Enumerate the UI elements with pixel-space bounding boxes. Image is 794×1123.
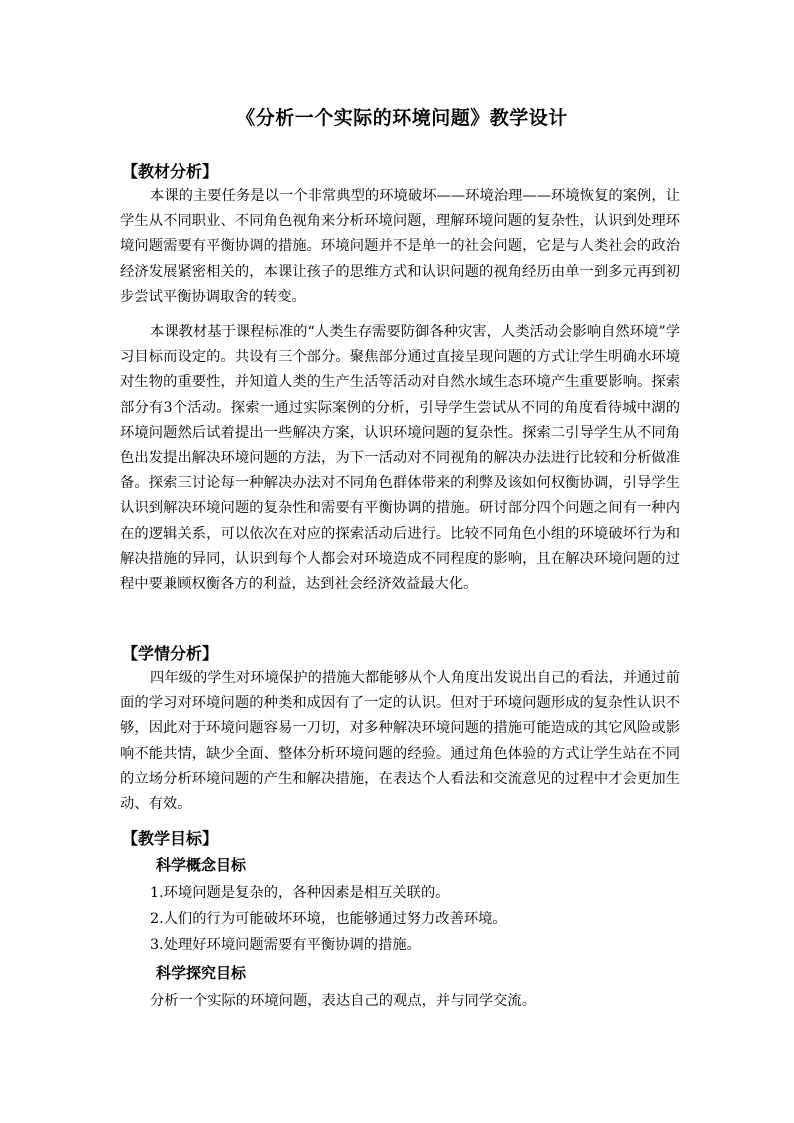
- concept-goal-item-1: 1.环境问题是复杂的，各种因素是相互关联的。: [150, 885, 450, 901]
- subheading-inquiry-goals: 科学探究目标: [156, 964, 247, 982]
- paragraph-textbook-2: 本课教材基于课程标准的“人类生存需要防御各种灾害，人类活动会影响自然环境”学习目标而设定的。共设有三个部分。聚焦部分通过直接呈现问题的方式让学生明确水环境对生物的重要性，并知道人类的生产生活等活动对自然水域生态环境产生重要影响。探索部分有3个活动。探索一通过实际案例的分析，引导学生尝试从不同的角度看待城中湖的环境问题然后试着提出一些解决方案，认识环境问题的复杂性。探索二引导学生从不同角色出发提出解决环境问题的方法，为下一活动对不同视角的解决办法进行比较和分析做准备。探索三讨论每一种解决办法对不同角色群体带来的利弊及该如何权衡协调，引导学生认识到解决环境问题的复杂性和需要有平衡协调的措施。研讨部分四个问题之间有一种内在的逻辑关系，可以依次在对应的探索活动后进行。比较不同角色小组的环境破坏行为和解决措施的异同，认识到每个人都会对环境造成不同程度的影响，且在解决环境问题的过程中要兼顾权衡各方的利益，达到社会经济效益最大化。: [120, 324, 680, 593]
- document-title: 《分析一个实际的环境问题》教学设计: [236, 107, 568, 129]
- concept-goal-item-2: 2.人们的行为可能破坏环境，也能够通过努力改善环境。: [150, 911, 507, 927]
- inquiry-goal-item-1: 分析一个实际的环境问题，表达自己的观点，并与同学交流。: [150, 993, 537, 1009]
- section-heading-textbook-analysis: 【教材分析】: [122, 162, 219, 181]
- paragraph-student-1: 四年级的学生对环境保护的措施大都能够从个人角度出发说出自己的看法，并通过前面的学习对环境问题的种类和成因有了一定的认识。但对于环境问题形成的复杂性认识不够，因此对于环境问题容易一刀切，对多种解决环境问题的措施可能造成的其它风险或影响不能共情，缺少全面、整体分析环境问题的经验。通过角色体验的方式让学生站在不同的立场分析环境问题的产生和解决措施，在表达个人看法和交流意见的过程中才会更加生动、有效。: [120, 670, 680, 813]
- section-heading-teaching-goals: 【教学目标】: [122, 829, 219, 848]
- section-heading-student-analysis: 【学情分析】: [122, 644, 219, 663]
- subheading-concept-goals: 科学概念目标: [156, 856, 247, 874]
- concept-goal-item-3: 3.处理好环境问题需要有平衡协调的措施。: [150, 937, 421, 953]
- paragraph-textbook-1: 本课的主要任务是以一个非常典型的环境破坏——环境治理——环境恢复的案例，让学生从不同职业、不同角色视角来分析环境问题，理解环境问题的复杂性，认识到处理环境问题需要有平衡协调的措施。环境问题并不是单一的社会问题，它是与人类社会的政治经济发展紧密相关的，本课让孩子的思维方式和认识问题的视角经历由单一到多元再到初步尝试平衡协调取舍的转变。: [120, 188, 680, 305]
